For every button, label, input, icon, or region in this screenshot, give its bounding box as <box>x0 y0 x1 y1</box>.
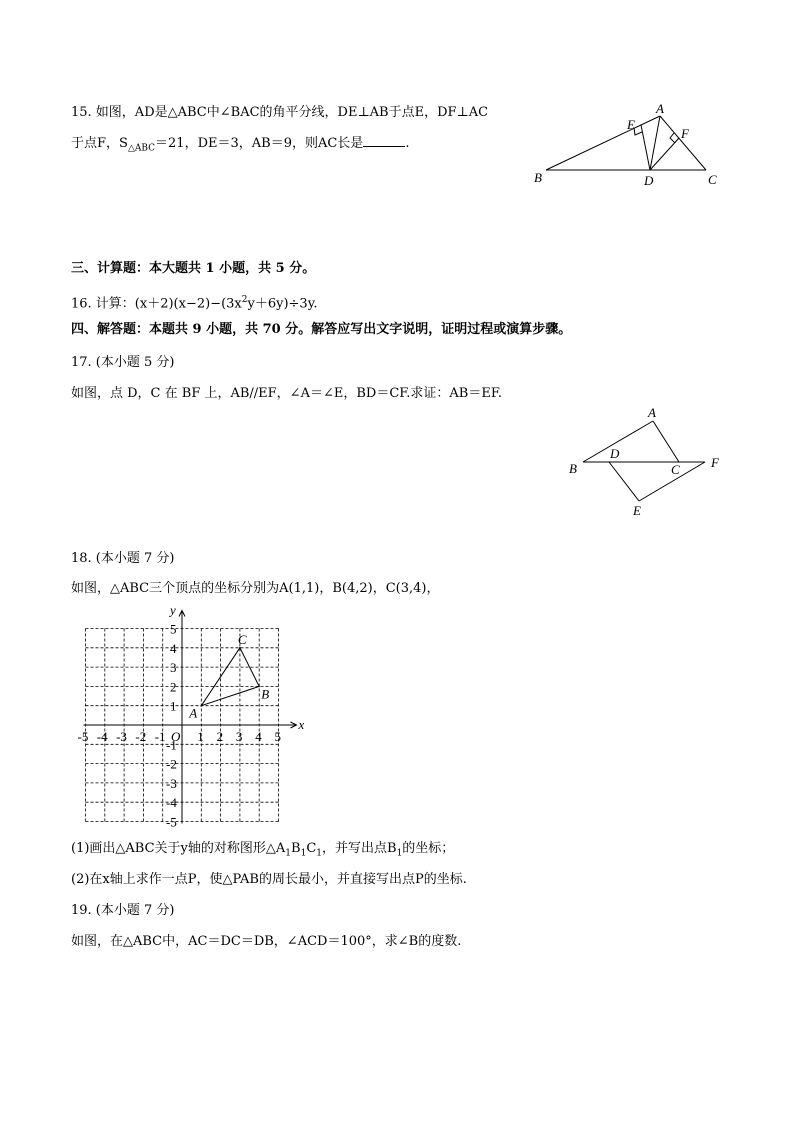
q15-line2-pre: 于点F，S <box>71 136 128 151</box>
section-4-heading: 四、解答题：本题共 9 小题，共 70 分。解答应写出文字说明，证明过程或演算步骤。 <box>71 322 572 337</box>
y-tick-label: 4 <box>170 640 177 656</box>
y-tick-label: 5 <box>170 621 177 637</box>
triangle-abc <box>188 632 269 721</box>
x-tick-label: 1 <box>197 729 204 744</box>
q16-text <box>71 291 317 313</box>
q18-text: 如图，△ABC三个顶点的坐标分别为A(1,1)，B(4,2)，C(3,4)， <box>71 581 440 596</box>
q18-sub-a1: 1 <box>285 848 292 859</box>
triangle-outline <box>201 648 259 706</box>
x-tick-label: 5 <box>274 729 281 744</box>
q18-part1-post: 的坐标； <box>402 841 455 856</box>
q18-sub-b1: 1 <box>300 848 307 859</box>
q19-title: 19. (本小题 7 分) <box>71 903 175 918</box>
x-tick-label: -1 <box>154 729 166 744</box>
q18-part1-b: B <box>291 841 301 856</box>
y-tick-label: -1 <box>166 737 177 753</box>
vertex-label-a: A <box>189 705 198 721</box>
y-tick-label: -4 <box>166 795 177 811</box>
q17-label-a: A <box>648 405 656 420</box>
q18-part2: (2)在x轴上求作一点P，使△PAB的周长最小，并直接写出点P的坐标. <box>71 872 467 887</box>
q17-side-ac <box>653 421 679 462</box>
q18-part1 <box>71 840 454 863</box>
q16-post: y＋6y)÷3y. <box>247 296 318 312</box>
vertex-point-b <box>258 686 260 688</box>
q15-line2-end: . <box>405 136 410 151</box>
x-tick-label: -4 <box>96 729 108 744</box>
coordinate-plane <box>70 600 310 830</box>
q17-text: 如图，点 D，C 在 BF 上，AB//EF，∠A＝∠E，BD＝CF.求证：AB＝EF. <box>71 386 502 401</box>
vertex-point-c <box>239 647 241 649</box>
q18-part1-pre: (1)画出△ABC关于y轴的对称图形△A <box>71 841 286 856</box>
vertex-label-c: C <box>237 631 247 647</box>
q15-answer-blank <box>363 134 405 147</box>
q18-sub-c1: 1 <box>316 848 322 859</box>
q15-right-angle-f <box>670 133 675 143</box>
x-tick-label: 4 <box>255 729 262 744</box>
q15-side-ac <box>660 116 706 170</box>
q15-label-a: A <box>656 101 664 116</box>
q15-triangle-figure <box>530 101 730 194</box>
y-tick-label: -5 <box>166 814 177 830</box>
q17-label-f: F <box>711 455 719 470</box>
y-tick-label: 1 <box>170 698 177 714</box>
q15-right-angle-e <box>634 128 642 135</box>
q18-sub-b1-point: 1 <box>396 848 403 859</box>
y-tick-label: -3 <box>166 775 177 791</box>
y-tick-label: -2 <box>166 756 177 772</box>
q16-exponent: 2 <box>241 295 248 305</box>
vertex-label-b: B <box>261 686 270 702</box>
q17-label-d: D <box>610 446 620 461</box>
q19-text: 如图，在△ABC中，AC＝DC＝DB，∠ACD＝100°，求∠B的度数. <box>71 934 462 949</box>
q15-label-e: E <box>627 117 635 132</box>
q15-line2-post: ＝21，DE＝3，AB＝9，则AC长是 <box>155 136 364 151</box>
q18-part1-c: C <box>306 841 317 856</box>
q17-title: 17. (本小题 5 分) <box>71 355 175 370</box>
q17-label-c: C <box>671 462 680 477</box>
q17-label-e: E <box>633 503 641 518</box>
q15-label-f: F <box>681 126 689 141</box>
x-tick-label: -2 <box>135 729 147 744</box>
q15-label-b: B <box>534 170 542 185</box>
q15-side-ab <box>546 116 660 170</box>
x-tick-label: 3 <box>235 729 243 744</box>
vertex-point-a <box>201 705 203 707</box>
x-tick-label: -3 <box>116 729 127 744</box>
y-axis-label: y <box>170 602 176 618</box>
x-tick-label: -5 <box>77 729 89 744</box>
q15-label-c: C <box>708 172 717 187</box>
q18-part1-mid: ，并写出点B <box>322 841 397 856</box>
q15-label-d: D <box>644 173 654 188</box>
y-tick-label: 2 <box>170 679 177 695</box>
q17-figure <box>565 405 735 518</box>
q15-area-subscript: △ABC <box>127 143 156 154</box>
q17-label-b: B <box>569 461 577 476</box>
y-tick-label: 3 <box>170 660 177 676</box>
section-3-heading: 三、计算题：本大题共 1 小题，共 5 分。 <box>71 261 316 276</box>
q17-side-de <box>609 462 639 501</box>
q15-perp-de <box>641 125 650 170</box>
x-axis-label: x <box>298 717 305 732</box>
q16-pre: 16. 计算：(x＋2)(x−2)−(3x <box>71 296 242 312</box>
origin-label: O <box>171 729 181 744</box>
q15-bisector-ad <box>650 116 660 170</box>
q18-title: 18. (本小题 7 分) <box>71 551 175 566</box>
q15-line2 <box>71 134 409 158</box>
x-tick-label: 2 <box>216 729 224 744</box>
q15-line1: 15. 如图，AD是△ABC中∠BAC的角平分线，DE⊥AB于点E，DF⊥AC <box>71 105 489 120</box>
